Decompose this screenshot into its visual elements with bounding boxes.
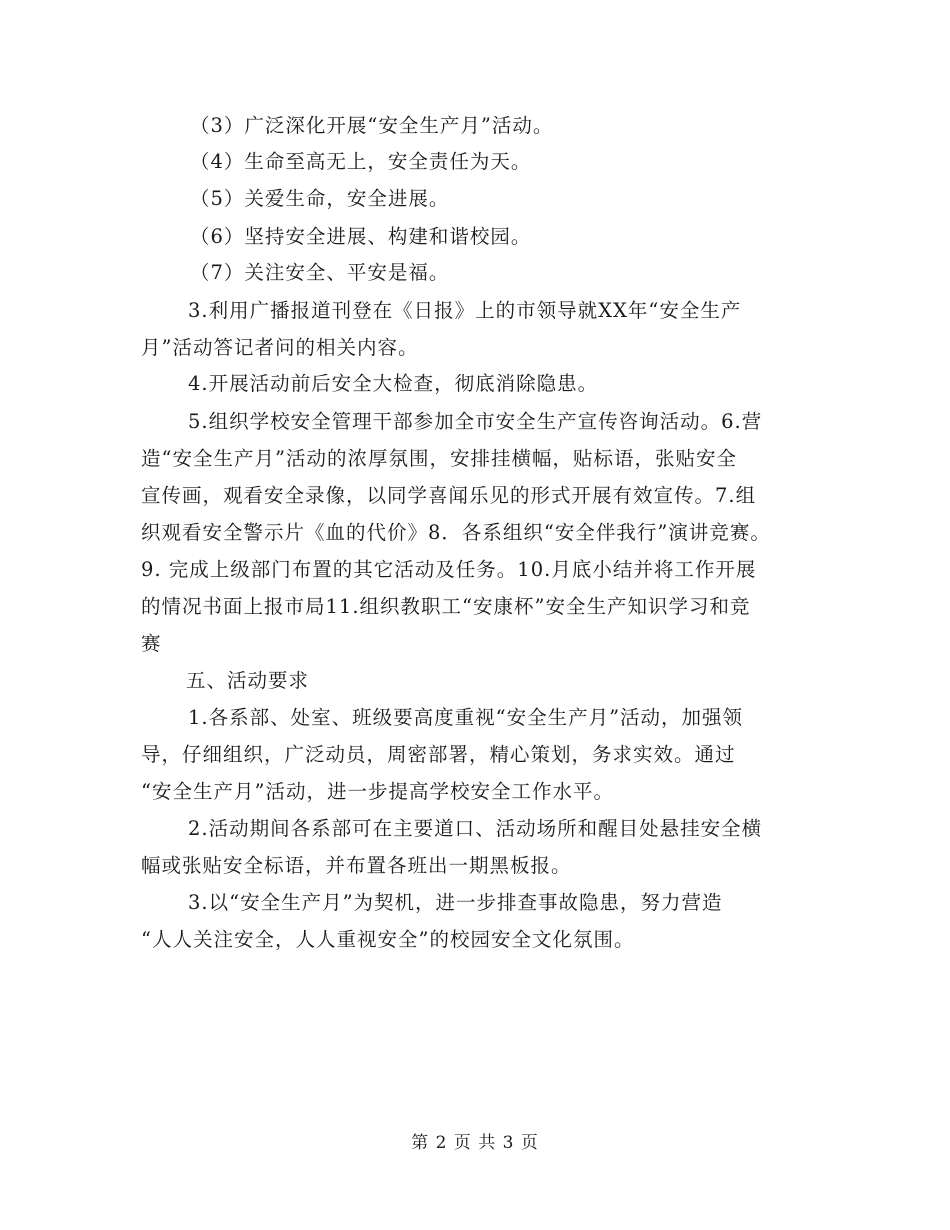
page-number-footer: 第 2 页 共 3 页 <box>411 1133 539 1153</box>
text-line: （7）关注安全、平安是福。 <box>190 261 450 284</box>
text-line: 3.利用广播报道刊登在《日报》上的市领导就XX年“安全生产 <box>188 299 742 322</box>
text-line: 月”活动答记者问的相关内容。 <box>141 336 419 359</box>
text-line: “安全生产月”活动，进一步提高学校安全工作水平。 <box>141 780 614 803</box>
text-line: 幅或张贴安全标语，并布置各班出一期黑板报。 <box>141 854 572 877</box>
text-line: 4.开展活动前后安全大检查，彻底消除隐患。 <box>188 372 599 395</box>
text-line: 织观看安全警示片《血的代价》8．各系组织“安全伴我行”演讲竞赛。 <box>141 521 771 544</box>
text-line: 造“安全生产月”活动的浓厚氛围，安排挂横幅，贴标语，张贴安全 <box>141 447 737 470</box>
text-line: 导，仔细组织，广泛动员，周密部署，精心策划，务求实效。通过 <box>141 743 736 766</box>
text-line: 1.各系部、处室、班级要高度重视“安全生产月”活动，加强领 <box>188 706 744 729</box>
text-line: （4）生命至高无上，安全责任为天。 <box>190 150 532 173</box>
text-line: （3）广泛深化开展“安全生产月”活动。 <box>190 114 554 137</box>
text-line: 2.活动期间各系部可在主要道口、活动场所和醒目处悬挂安全横 <box>188 817 763 840</box>
text-line: “人人关注安全，人人重视安全”的校园安全文化氛围。 <box>141 928 635 951</box>
text-line: 3.以“安全生产月”为契机，进一步排查事故隐患，努力营造 <box>188 891 723 914</box>
text-line: 赛 <box>141 632 162 655</box>
text-line: 的情况书面上报市局11.组织教职工“安康杯”安全生产知识学习和竞 <box>141 595 751 618</box>
text-line: （5）关爱生命，安全进展。 <box>190 187 450 210</box>
text-line: （6）坚持安全进展、构建和谐校园。 <box>190 225 532 248</box>
text-line: 5.组织学校安全管理干部参加全市安全生产宣传咨询活动。6.营 <box>188 410 763 433</box>
text-line: 宣传画，观看安全录像，以同学喜闻乐见的形式开展有效宣传。7.组 <box>141 484 757 507</box>
section-heading: 五、活动要求 <box>186 669 310 692</box>
text-line: 9. 完成上级部门布置的其它活动及任务。10.月底小结并将工作开展 <box>141 558 757 581</box>
